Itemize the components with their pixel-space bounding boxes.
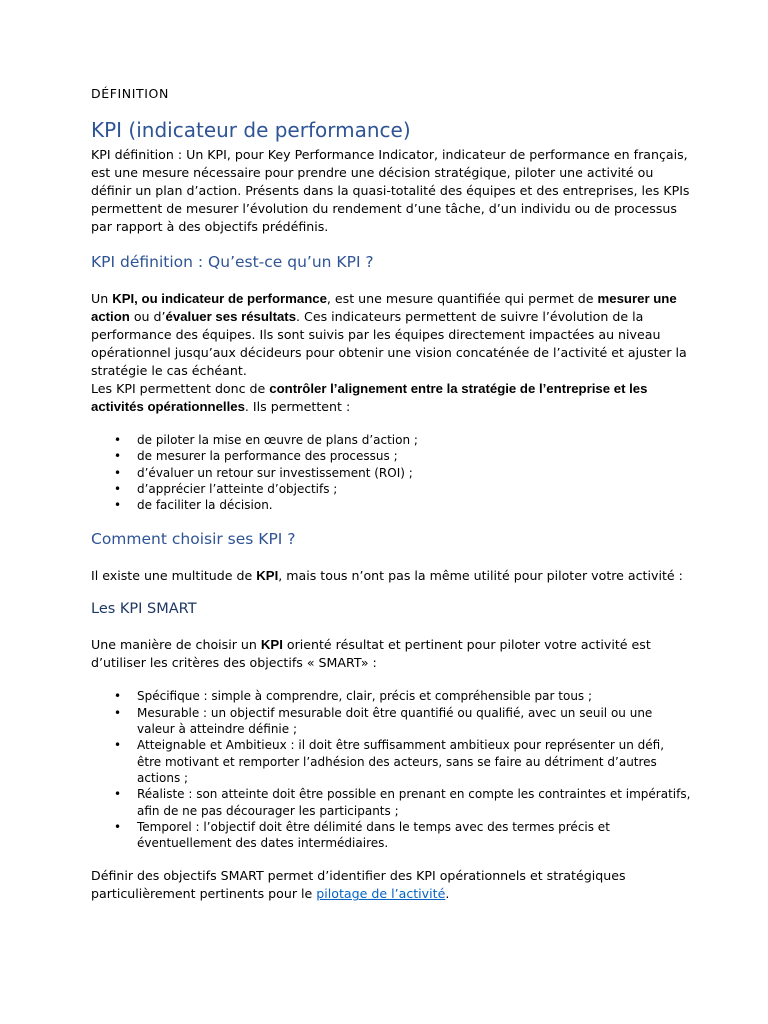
smart-criteria-list xyxy=(91,688,691,851)
bold-evaluer-resultats: évaluer ses résultats xyxy=(165,309,297,324)
list-item: • Spécifique : simple à comprendre, clair, précis et compréhensible par tous ; xyxy=(137,688,691,704)
list-item: • de faciliter la décision. xyxy=(137,497,691,513)
section-heading-kpi-definition: KPI définition : Qu’est-ce qu’un KPI ? xyxy=(91,253,374,271)
section-heading-choose-kpi: Comment choisir ses KPI ? xyxy=(91,530,296,549)
list-item: • Réaliste : son atteinte doit être possible en prenant en compte les contraintes et impératifs, afin de ne pas décourager les participants ; xyxy=(137,786,691,819)
kpi-alignment-paragraph: Les KPI permettent donc de contrôler l’alignement entre la stratégie de l’entreprise et les activités opérationnelles. Ils permettent : xyxy=(91,381,648,414)
list-item: • Mesurable : un objectif mesurable doit être quantifié ou qualifié, avec un seuil ou une valeur à atteindre définie ; xyxy=(137,705,691,738)
list-item: • Atteignable et Ambitieux : il doit être suffisamment ambitieux pour représenter un défi, être motivant et remporter l’adhésion des acteurs, sans se faire au détriment d’autres actions ; xyxy=(137,737,691,786)
bold-kpi: KPI xyxy=(260,637,283,653)
bold-alignment: contrôler l’alignement entre la stratégie de l’entreprise et les activités opérationnelles xyxy=(91,381,648,414)
list-item: • d’apprécier l’atteinte d’objectifs ; xyxy=(137,481,691,497)
bold-mesurer-action: mesurer une action xyxy=(91,291,677,324)
smart-intro-paragraph: Une manière de choisir un KPI orienté résultat et pertinent pour piloter votre activité est d’utiliser les critères des objectifs « SMART» : xyxy=(91,637,651,671)
list-item: • Temporel : l’objectif doit être délimité dans le temps avec des termes précis et éventuellement des dates intermédiaires. xyxy=(137,819,691,852)
intro-paragraph: KPI définition : Un KPI, pour Key Performance Indicator, indicateur de performance en français, est une mesure nécessaire pour prendre une décision stratégique, piloter une activité ou définir un plan d’action. Présents dans la quasi-totalité des équipes et des entreprises, les KPIs permettent de mesurer l’évolution du rendement d’une tâche, d’un individu ou de processus par rapport à des objectifs prédéfinis. xyxy=(91,147,690,234)
list-item: • de piloter la mise en œuvre de plans d’action ; xyxy=(137,432,691,448)
list-item: • de mesurer la performance des processus ; xyxy=(137,448,691,464)
pilotage-activite-link[interactable]: pilotage de l’activité xyxy=(316,886,446,902)
section-kicker: DÉFINITION xyxy=(91,86,169,101)
page-title: KPI (indicateur de performance) xyxy=(91,118,411,142)
list-item: • d’évaluer un retour sur investissement (ROI) ; xyxy=(137,465,691,481)
section-heading-kpi-smart: Les KPI SMART xyxy=(91,601,197,618)
bold-kpi: KPI xyxy=(256,568,279,584)
kpi-uses-list xyxy=(91,432,691,513)
choose-kpi-paragraph: Il existe une multitude de KPI, mais tous n’ont pas la même utilité pour piloter votre activité : xyxy=(91,568,683,584)
smart-closing-paragraph: Définir des objectifs SMART permet d’identifier des KPI opérationnels et stratégiques particulièrement pertinents pour le pilotage de l’activité. xyxy=(91,868,626,902)
kpi-definition-paragraph: Un KPI, ou indicateur de performance, est une mesure quantifiée qui permet de mesurer une action ou d’évaluer ses résultats. Ces indicateurs permettent de suivre l’évolution de la performance des équipes. Ils sont suivis par les équipes directement impactées au niveau opérationnel jusqu’aux décideurs pour obtenir une vision concaténée de l’activité et ajuster la stratégie le cas échéant. xyxy=(91,291,687,378)
bold-kpi-term: KPI, ou indicateur de performance xyxy=(112,291,327,306)
document-page xyxy=(91,86,691,903)
